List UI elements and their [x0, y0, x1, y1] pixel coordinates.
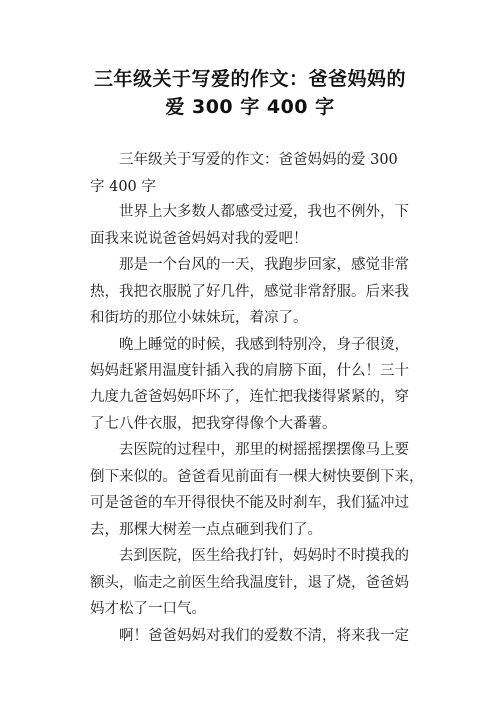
body-line: 啊！爸爸妈妈对我们的爱数不清，将来我一定	[90, 628, 409, 644]
body-line: 倒下来似的。爸爸看见前面有一棵大树快要倒下来，	[90, 469, 424, 485]
body-line: 那是一个台风的一天，我跑步回家，感觉非常	[90, 257, 409, 273]
body-line: 了七八件衣服，把我穿得像个大番薯。	[90, 416, 337, 432]
body-line: 妈妈赶紧用温度针插入我的肩膀下面，什么！三十	[90, 363, 409, 379]
body-line: 世界上大多数人都感受过爱，我也不例外，下	[90, 204, 409, 220]
document-title-line-2: 爱 300 字 400 字	[165, 96, 335, 118]
body-line: 妈才松了一口气。	[90, 601, 206, 617]
body-line: 去到医院，医生给我打针，妈妈时不时摸我的	[90, 548, 409, 564]
body-line: 额头，临走之前医生给我温度针，退了烧，爸爸妈	[90, 575, 409, 591]
body-line: 可是爸爸的车开得很快不能及时刹车，我们猛冲过	[90, 495, 409, 511]
body-line: 字 400 字	[90, 179, 156, 195]
body-line: 面我来说说爸爸妈妈对我的爱吧！	[90, 231, 308, 247]
document-title-line-1: 三年级关于写爱的作文：爸爸妈妈的	[93, 68, 406, 90]
body-line: 热，我把衣服脱了好几件，感觉非常舒服。后来我	[90, 284, 409, 300]
body-line: 去，那棵大树差一点点砸到我们了。	[90, 522, 322, 538]
body-line: 和街坊的那位小妹妹玩，着凉了。	[90, 310, 308, 326]
body-line: 晚上睡觉的时候，我感到特别冷，身子很烫，	[90, 337, 409, 353]
body-line: 三年级关于写爱的作文：爸爸妈妈的爱 300	[90, 152, 398, 168]
body-line: 去医院的过程中，那里的树摇摇摆摆像马上要	[90, 442, 409, 458]
body-line: 九度九爸爸妈妈吓坏了，连忙把我搂得紧紧的，穿	[90, 389, 409, 405]
